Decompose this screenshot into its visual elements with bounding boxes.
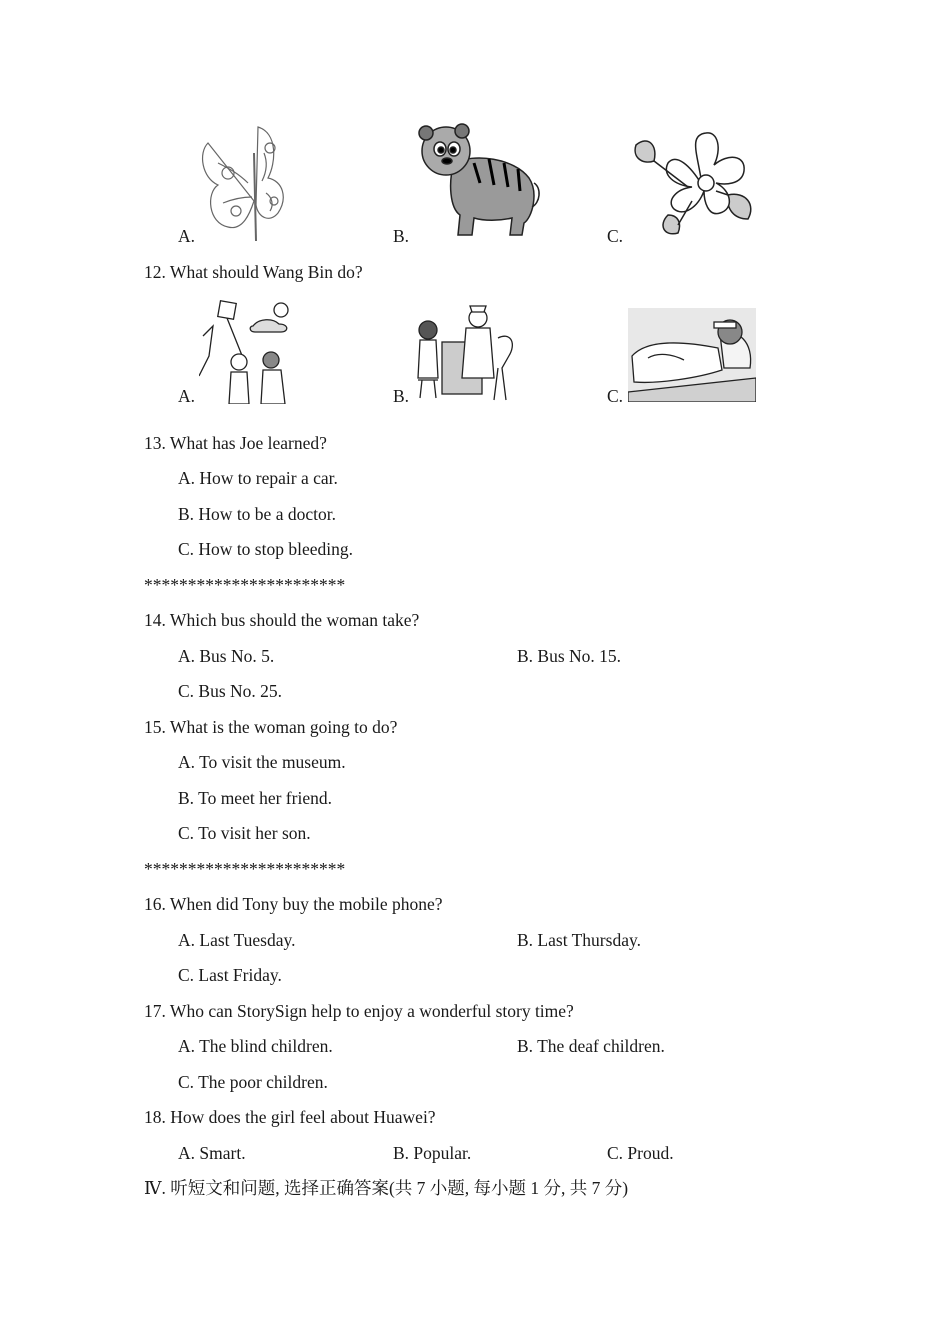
q18-option-c[interactable]: C. Proud. [607, 1143, 674, 1163]
q11-option-a-label[interactable]: A. [178, 226, 196, 246]
q16-option-b[interactable]: B. Last Thursday. [517, 930, 641, 950]
tiger-image [414, 123, 542, 241]
separator-1: *********************** [144, 575, 346, 595]
q12-option-a-label[interactable]: A. [178, 386, 196, 406]
q14-option-c[interactable]: C. Bus No. 25. [178, 681, 283, 701]
q14-option-a[interactable]: A. Bus No. 5. [178, 646, 275, 666]
q13-option-a[interactable]: A. How to repair a car. [178, 468, 338, 488]
separator-2: *********************** [144, 859, 346, 879]
q16-question: 16. When did Tony buy the mobile phone? [144, 894, 443, 914]
q15-option-a[interactable]: A. To visit the museum. [178, 752, 346, 772]
flower-image [628, 125, 760, 239]
q15-option-c[interactable]: C. To visit her son. [178, 823, 311, 843]
q14-question: 14. Which bus should the woman take? [144, 610, 420, 630]
q15-question: 15. What is the woman going to do? [144, 717, 398, 737]
section-4-heading: Ⅳ. 听短文和问题, 选择正确答案(共 7 小题, 每小题 1 分, 共 7 分) [144, 1178, 629, 1198]
q17-option-c[interactable]: C. The poor children. [178, 1072, 328, 1092]
q18-option-b[interactable]: B. Popular. [393, 1143, 472, 1163]
q16-option-a[interactable]: A. Last Tuesday. [178, 930, 296, 950]
q13-option-b[interactable]: B. How to be a doctor. [178, 504, 336, 524]
lying-in-bed-image [628, 308, 756, 402]
q14-option-b[interactable]: B. Bus No. 15. [517, 646, 622, 666]
q12-question: 12. What should Wang Bin do? [144, 262, 363, 282]
kite-flying-image [199, 296, 293, 404]
q15-option-b[interactable]: B. To meet her friend. [178, 788, 332, 808]
q11-option-c-label[interactable]: C. [607, 226, 624, 246]
q16-option-c[interactable]: C. Last Friday. [178, 965, 282, 985]
q13-question: 13. What has Joe learned? [144, 433, 327, 453]
q18-option-a[interactable]: A. Smart. [178, 1143, 246, 1163]
butterfly-image [198, 123, 290, 243]
doctor-visit-image [414, 298, 518, 404]
q17-question: 17. Who can StorySign help to enjoy a wonderful story time? [144, 1001, 574, 1021]
q11-option-b-label[interactable]: B. [393, 226, 410, 246]
q13-option-c[interactable]: C. How to stop bleeding. [178, 539, 353, 559]
q12-option-c-label[interactable]: C. [607, 386, 624, 406]
q17-option-b[interactable]: B. The deaf children. [517, 1036, 665, 1056]
q18-question: 18. How does the girl feel about Huawei? [144, 1107, 436, 1127]
q12-option-b-label[interactable]: B. [393, 386, 410, 406]
q17-option-a[interactable]: A. The blind children. [178, 1036, 333, 1056]
